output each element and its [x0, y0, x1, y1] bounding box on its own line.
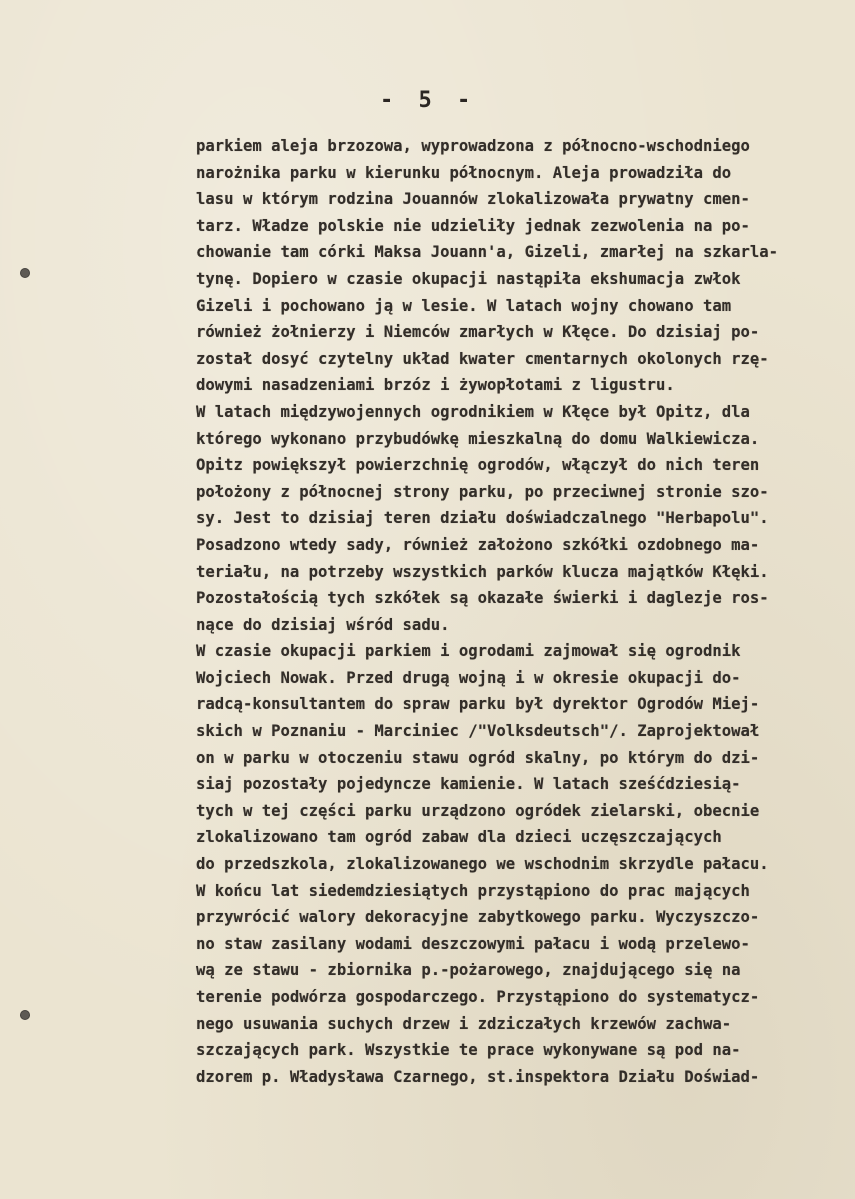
text-line: Opitz powiększył powierzchnię ogrodów, włączył do nich teren	[196, 456, 760, 475]
text-line: W końcu lat siedemdziesiątych przystąpiono do prac mających	[196, 881, 750, 900]
text-line: radcą-konsultantem do spraw parku był dyrektor Ogrodów Miej-	[196, 695, 760, 714]
text-line: narożnika parku w kierunku północnym. Aleja prowadziła do	[196, 163, 732, 182]
text-line: tych w tej części parku urządzono ogródek zielarski, obecnie	[196, 801, 760, 820]
text-line: chowanie tam córki Maksa Jouann'a, Gizeli, zmarłej na szkarla-	[196, 243, 779, 262]
text-line: on w parku w otoczeniu stawu ogród skalny, po którym do dzi-	[196, 748, 760, 767]
text-line: lasu w którym rodzina Jouannów zlokalizowała prywatny cmen-	[196, 190, 750, 209]
page-number: - 5 -	[380, 88, 477, 113]
text-line: tynę. Dopiero w czasie okupacji nastąpiła ekshumacja zwłok	[196, 269, 741, 288]
text-line: W czasie okupacji parkiem i ogrodami zajmował się ogrodnik	[196, 642, 741, 661]
text-line: Posadzono wtedy sady, również założono szkółki ozdobnego ma-	[196, 535, 760, 554]
text-line: Wojciech Nowak. Przed drugą wojną i w okresie okupacji do-	[196, 668, 741, 687]
text-line: nego usuwania suchych drzew i zdziczałych krzewów zachwa-	[196, 1014, 732, 1033]
binder-hole	[20, 1010, 30, 1020]
text-line: nące do dzisiaj wśród sadu.	[196, 615, 450, 634]
binder-hole	[20, 268, 30, 278]
text-line: został dosyć czytelny układ kwater cmentarnych okolonych rzę-	[196, 349, 769, 368]
text-line: również żołnierzy i Niemców zmarłych w Kłęce. Do dzisiaj po-	[196, 323, 760, 342]
text-line: siaj pozostały pojedyncze kamienie. W latach sześćdziesią-	[196, 775, 741, 794]
text-line: którego wykonano przybudówkę mieszkalną do domu Walkiewicza.	[196, 429, 760, 448]
text-line: Gizeli i pochowano ją w lesie. W latach wojny chowano tam	[196, 296, 732, 315]
text-line: tarz. Władze polskie nie udzieliły jednak zezwolenia na po-	[196, 216, 750, 235]
text-line: teriału, na potrzeby wszystkich parków klucza majątków Kłęki.	[196, 562, 769, 581]
text-line: zlokalizowano tam ogród zabaw dla dzieci uczęszczających	[196, 828, 722, 847]
text-line: parkiem aleja brzozowa, wyprowadzona z północno-wschodniego	[196, 137, 750, 155]
text-line: W latach międzywojennych ogrodnikiem w Kłęce był Opitz, dla	[196, 402, 750, 421]
text-line: wą ze stawu - zbiornika p.-pożarowego, znajdującego się na	[196, 961, 741, 980]
text-line: sy. Jest to dzisiaj teren działu doświadczalnego "Herbapolu".	[196, 509, 769, 528]
text-line: no staw zasilany wodami deszczowymi pałacu i wodą przelewo-	[196, 934, 750, 953]
text-line: szczających park. Wszystkie te prace wykonywane są pod na-	[196, 1041, 741, 1060]
text-line: przywrócić walory dekoracyjne zabytkowego parku. Wyczyszczo-	[196, 908, 760, 927]
text-line: Pozostałością tych szkółek są okazałe świerki i daglezje ros-	[196, 589, 769, 608]
text-line: położony z północnej strony parku, po przeciwnej stronie szo-	[196, 482, 769, 501]
text-line: dzorem p. Władysława Czarnego, st.inspektora Działu Doświad-	[196, 1067, 760, 1086]
text-line: dowymi nasadzeniami brzóz i żywopłotami z ligustru.	[196, 376, 675, 395]
body-text	[196, 133, 836, 1090]
text-line: skich w Poznaniu - Marciniec /"Volksdeutsch"/. Zaprojektował	[196, 722, 760, 741]
text-line: terenie podwórza gospodarczego. Przystąpiono do systematycz-	[196, 988, 760, 1006]
text-line: do przedszkola, zlokalizowanego we wschodnim skrzydle pałacu.	[196, 855, 769, 874]
